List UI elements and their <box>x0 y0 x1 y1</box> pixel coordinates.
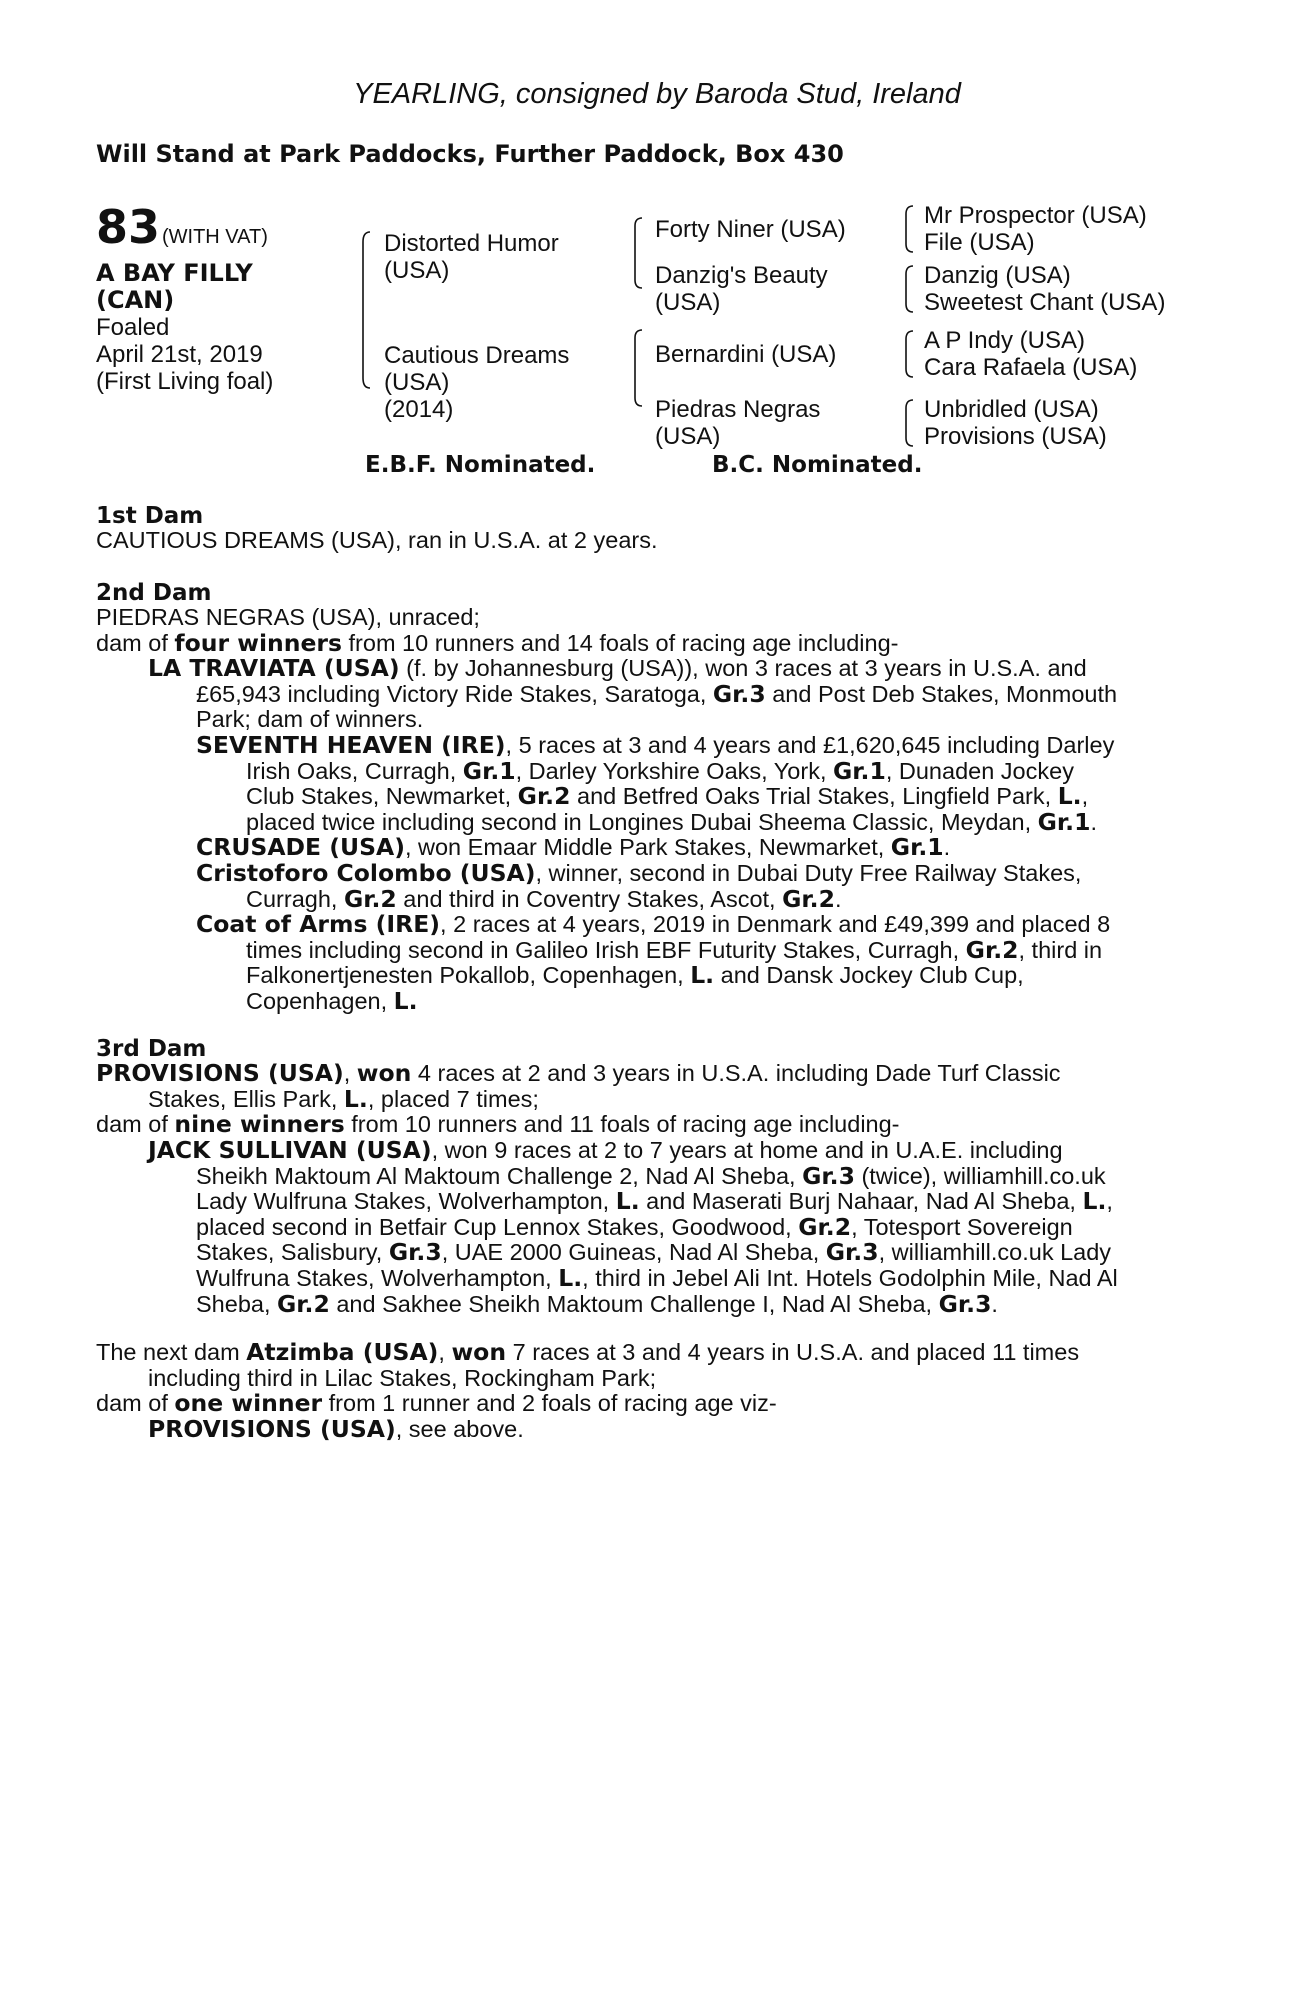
horse-name: Coat of Arms (IRE) <box>196 910 441 939</box>
vat-note: (WITH VAT) <box>162 226 268 248</box>
dam-dam-country: (USA) <box>655 423 721 450</box>
horse-name: CRUSADE (USA) <box>196 833 405 862</box>
page-header: YEARLING, consigned by Baroda Stud, Ireland <box>353 78 961 110</box>
jack-sullivan-entry: JACK SULLIVAN (USA), won 9 races at 2 to 7 years at home and in U.A.E. including Sheikh Maktoum Al Maktoum Challenge 2, Nad Al Sheba, Gr.3 (twice), williamhill.co.uk Lady Wulfruna Stakes, Wolverhampton, L. and Maserati Burj Nahaar, Nad Al Sheba, L., placed second in Betfair Cup Lennox Stakes, Goodwood, Gr.2, Totesport Sovereign Stakes, Salisbury, Gr.3, UAE 2000 Guineas, Nad Al Sheba, Gr.3, williamhill.co.uk Lady Wulfruna Stakes, Wolverhampton, L., third in Jebel Ali Int. Hotels Godolphin Mile, Nad Al Sheba, Gr.2 and Sakhee Sheikh Maktoum Challenge I, Nad Al Sheba, Gr.3. <box>148 1136 1118 1318</box>
dam-dam: Piedras Negras <box>655 396 821 423</box>
horse-name: Atzimba (USA) <box>246 1338 439 1366</box>
horse-name: PROVISIONS (USA) <box>96 1059 344 1087</box>
lot-country: (CAN) <box>96 286 175 314</box>
dam-foaled-year: (2014) <box>384 396 454 423</box>
sire-country: (USA) <box>384 257 450 284</box>
second-dam-name: PIEDRAS NEGRAS (USA), unraced; <box>96 604 480 630</box>
sire-parents-bracket <box>632 216 646 290</box>
second-dam-produce-summary: dam of four winners from 10 runners and 14 foals of racing age including- <box>96 628 899 657</box>
dam-country: (USA) <box>384 369 450 396</box>
sire-dam-country: (USA) <box>655 289 721 316</box>
gen3-1: Mr Prospector (USA) <box>924 202 1147 229</box>
second-dam-text <box>96 605 899 656</box>
dam-name: Cautious Dreams <box>384 342 570 369</box>
gen3-bracket-3 <box>903 329 917 379</box>
la-traviata-entry: LA TRAVIATA (USA) (f. by Johannesburg (USA)), won 3 races at 3 years in U.S.A. and £65,943 including Victory Ride Stakes, Saratoga, Gr.3 and Post Deb Stakes, Monmouth Park; dam of winners. <box>148 654 1118 733</box>
foaled-label: Foaled <box>96 314 170 341</box>
third-dam-heading: 3rd Dam <box>96 1036 207 1062</box>
gen3-2: File (USA) <box>924 229 1035 256</box>
stand-location: Will Stand at Park Paddocks, Further Paddock, Box 430 <box>96 140 844 168</box>
foaled-date: April 21st, 2019 <box>96 341 263 368</box>
horse-name: JACK SULLIVAN (USA) <box>148 1136 432 1164</box>
gen3-bracket-1 <box>903 204 917 254</box>
foal-note: (First Living foal) <box>96 368 274 395</box>
second-dam-heading: 2nd Dam <box>96 580 212 606</box>
horse-name: Cristoforo Colombo (USA) <box>196 858 536 887</box>
gen3-8: Provisions (USA) <box>924 423 1107 450</box>
ebf-nomination: E.B.F. Nominated. <box>365 452 596 478</box>
gen3-7: Unbridled (USA) <box>924 396 1099 423</box>
lot-number: 83 <box>96 200 161 254</box>
sire-name: Distorted Humor <box>384 230 559 257</box>
first-dam-heading: 1st Dam <box>96 503 204 529</box>
sire-dam-bracket <box>360 230 374 390</box>
gen3-6: Cara Rafaela (USA) <box>924 354 1138 381</box>
gen3-bracket-4 <box>903 398 917 448</box>
dam-parents-bracket <box>632 328 646 408</box>
sire-dam: Danzig's Beauty <box>655 262 828 289</box>
seventh-heaven-entry: SEVENTH HEAVEN (IRE), 5 races at 3 and 4 years and £1,620,645 including Darley Irish Oaks, Curragh, Gr.1, Darley Yorkshire Oaks, York, Gr.1, Dunaden Jockey Club Stakes, Newmarket, Gr.2 and Betfred Oaks Trial Stakes, Lingfield Park, L., placed twice including second in Longines Dubai Sheema Classic, Meydan, Gr.1. CRUSADE (USA), won Emaar Middle Park Stakes, Newmarket, Gr.1. Cristoforo Colombo (USA), winner, second in Dubai Duty Free Railway Stakes, Curragh, Gr.2 and third in Coventry Stakes, Ascot, Gr.2. Coat of Arms (IRE), 2 races at 4 years, 2019 in Denmark and £49,399 and placed 8 times including second in Galileo Irish EBF Futurity Stakes, Curragh, Gr.2, third in Falkonertjenesten Pokallob, Copenhagen, L. and Dansk Jockey Club Cup, Copenhagen, L. <box>196 731 1115 1015</box>
lot-sex: A BAY FILLY <box>96 259 253 287</box>
gen3-4: Sweetest Chant (USA) <box>924 289 1166 316</box>
bc-nomination: B.C. Nominated. <box>712 452 923 478</box>
horse-name: SEVENTH HEAVEN (IRE) <box>196 731 506 759</box>
sire-sire: Forty Niner (USA) <box>655 216 846 243</box>
horse-name: PROVISIONS (USA) <box>148 1414 396 1443</box>
first-dam-text: CAUTIOUS DREAMS (USA), ran in U.S.A. at 2 years. <box>96 527 658 553</box>
horse-name: LA TRAVIATA (USA) <box>148 654 400 682</box>
third-dam-text: PROVISIONS (USA), won 4 races at 2 and 3 years in U.S.A. including Dade Turf Classic Stakes, Ellis Park, L., placed 7 times; dam of nine winners from 10 runners and 11 foals of racing age including- <box>96 1059 1061 1139</box>
next-dam-text: The next dam Atzimba (USA), won 7 races at 3 and 4 years in U.S.A. and placed 11 times including third in Lilac Stakes, Rockingham Park; dam of one winner from 1 runner and 2 foals of racing age viz- PROVISIONS (USA), see above. <box>96 1338 1080 1443</box>
gen3-bracket-2 <box>903 264 917 314</box>
dam-sire: Bernardini (USA) <box>655 341 837 368</box>
gen3-3: Danzig (USA) <box>924 262 1071 289</box>
gen3-5: A P Indy (USA) <box>924 327 1085 354</box>
